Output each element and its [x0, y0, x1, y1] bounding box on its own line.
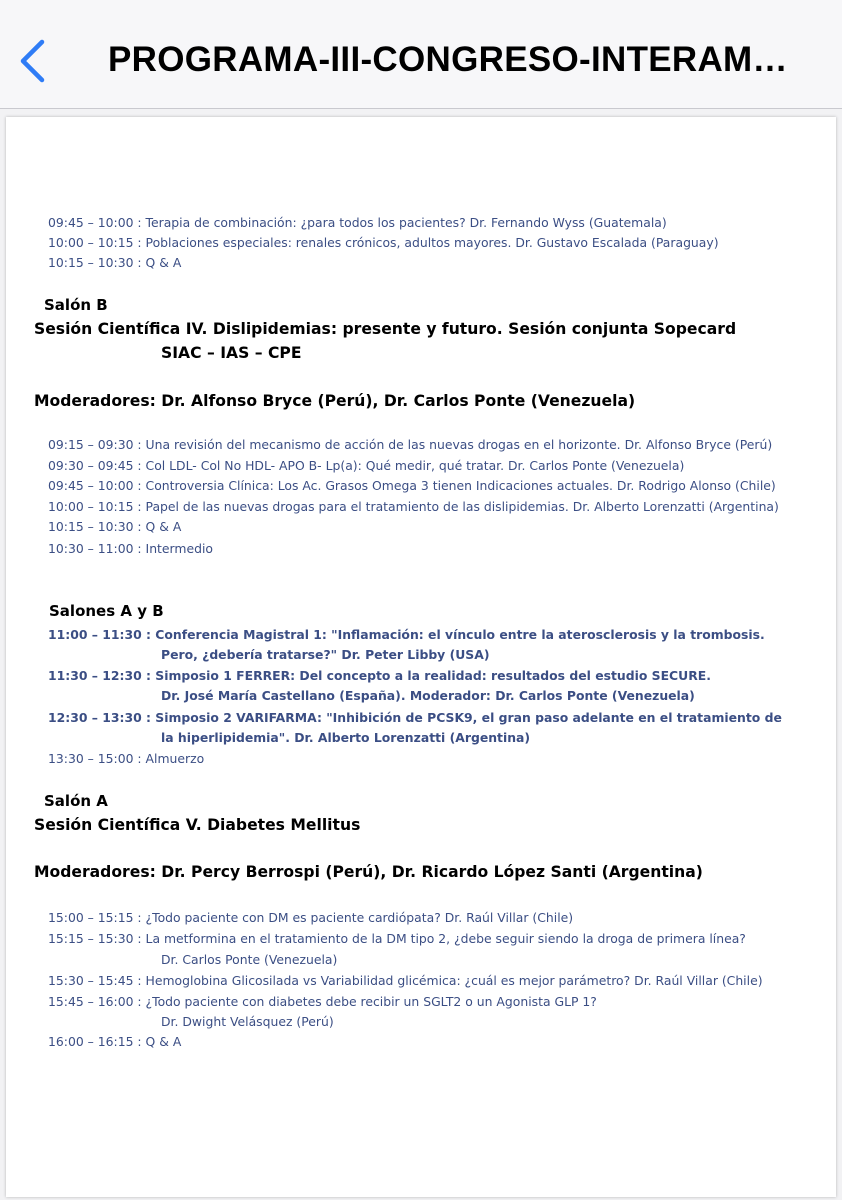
schedule-item: 11:00 – 11:30 : Conferencia Magistral 1: "Inflamación: el vínculo entre la aterosclerosis y la trombosis. — [48, 627, 765, 642]
schedule-item: 15:00 – 15:15 : ¿Todo paciente con DM es paciente cardiópata? Dr. Raúl Villar (Chile) — [48, 910, 574, 925]
schedule-item: 09:30 – 09:45 : Col LDL- Col No HDL- APO B- Lp(a): Qué medir, qué tratar. Dr. Carlos Ponte (Venezuela) — [48, 458, 685, 473]
schedule-item: 13:30 – 15:00 : Almuerzo — [48, 751, 205, 766]
room-heading: Salones A y B — [49, 602, 164, 620]
schedule-item: 09:45 – 10:00 : Controversia Clínica: Los Ac. Grasos Omega 3 tienen Indicaciones actuales. Dr. Rodrigo Alonso (Chile) — [48, 478, 776, 493]
moderators-line: Moderadores: Dr. Alfonso Bryce (Perú), Dr. Carlos Ponte (Venezuela) — [34, 392, 636, 410]
session-title: Sesión Científica IV. Dislipidemias: presente y futuro. Sesión conjunta Sopecard — [34, 320, 737, 338]
schedule-item-continuation: la hiperlipidemia". Dr. Alberto Lorenzatti (Argentina) — [161, 730, 531, 745]
back-chevron-icon[interactable] — [14, 38, 54, 84]
room-heading: Salón B — [44, 296, 108, 314]
schedule-item: 10:00 – 10:15 : Poblaciones especiales: renales crónicos, adultos mayores. Dr. Gustavo Escalada (Paraguay) — [48, 235, 719, 250]
schedule-item-continuation: Dr. Carlos Ponte (Venezuela) — [161, 952, 338, 967]
schedule-item-continuation: Pero, ¿debería tratarse?" Dr. Peter Libby (USA) — [161, 647, 490, 662]
session-title: Sesión Científica V. Diabetes Mellitus — [34, 816, 361, 834]
schedule-item: 15:15 – 15:30 : La metformina en el tratamiento de la DM tipo 2, ¿debe seguir siendo la droga de primera línea? — [48, 931, 746, 946]
navigation-bar — [0, 0, 842, 109]
schedule-item: 10:15 – 10:30 : Q & A — [48, 255, 182, 270]
document-title: PROGRAMA-III-CONGRESO-INTERAM… — [108, 40, 788, 79]
schedule-item: 15:30 – 15:45 : Hemoglobina Glicosilada vs Variabilidad glicémica: ¿cuál es mejor parámetro? Dr. Raúl Villar (Chile) — [48, 973, 763, 988]
pdf-page[interactable] — [6, 117, 836, 1197]
schedule-item-continuation: Dr. José María Castellano (España). Moderador: Dr. Carlos Ponte (Venezuela) — [161, 688, 695, 703]
moderators-line: Moderadores: Dr. Percy Berrospi (Perú), Dr. Ricardo López Santi (Argentina) — [34, 863, 703, 881]
schedule-item: 12:30 – 13:30 : Simposio 2 VARIFARMA: "Inhibición de PCSK9, el gran paso adelante en el tratamiento de — [48, 710, 782, 725]
schedule-item: 16:00 – 16:15 : Q & A — [48, 1034, 182, 1049]
schedule-item: 15:45 – 16:00 : ¿Todo paciente con diabetes debe recibir un SGLT2 o un Agonista GLP 1? — [48, 994, 597, 1009]
session-subtitle: SIAC – IAS – CPE — [161, 344, 302, 362]
schedule-item: 11:30 – 12:30 : Simposio 1 FERRER: Del concepto a la realidad: resultados del estudio SECURE. — [48, 668, 711, 683]
schedule-item: 09:15 – 09:30 : Una revisión del mecanismo de acción de las nuevas drogas en el horizonte. Dr. Alfonso Bryce (Perú) — [48, 437, 773, 452]
schedule-item: 10:15 – 10:30 : Q & A — [48, 519, 182, 534]
schedule-item: 10:00 – 10:15 : Papel de las nuevas drogas para el tratamiento de las dislipidemias. Dr. Alberto Lorenzatti (Argentina) — [48, 499, 779, 514]
schedule-item-continuation: Dr. Dwight Velásquez (Perú) — [161, 1014, 334, 1029]
schedule-item: 10:30 – 11:00 : Intermedio — [48, 541, 213, 556]
room-heading: Salón A — [44, 792, 108, 810]
schedule-item: 09:45 – 10:00 : Terapia de combinación: ¿para todos los pacientes? Dr. Fernando Wyss (Guatemala) — [48, 215, 667, 230]
